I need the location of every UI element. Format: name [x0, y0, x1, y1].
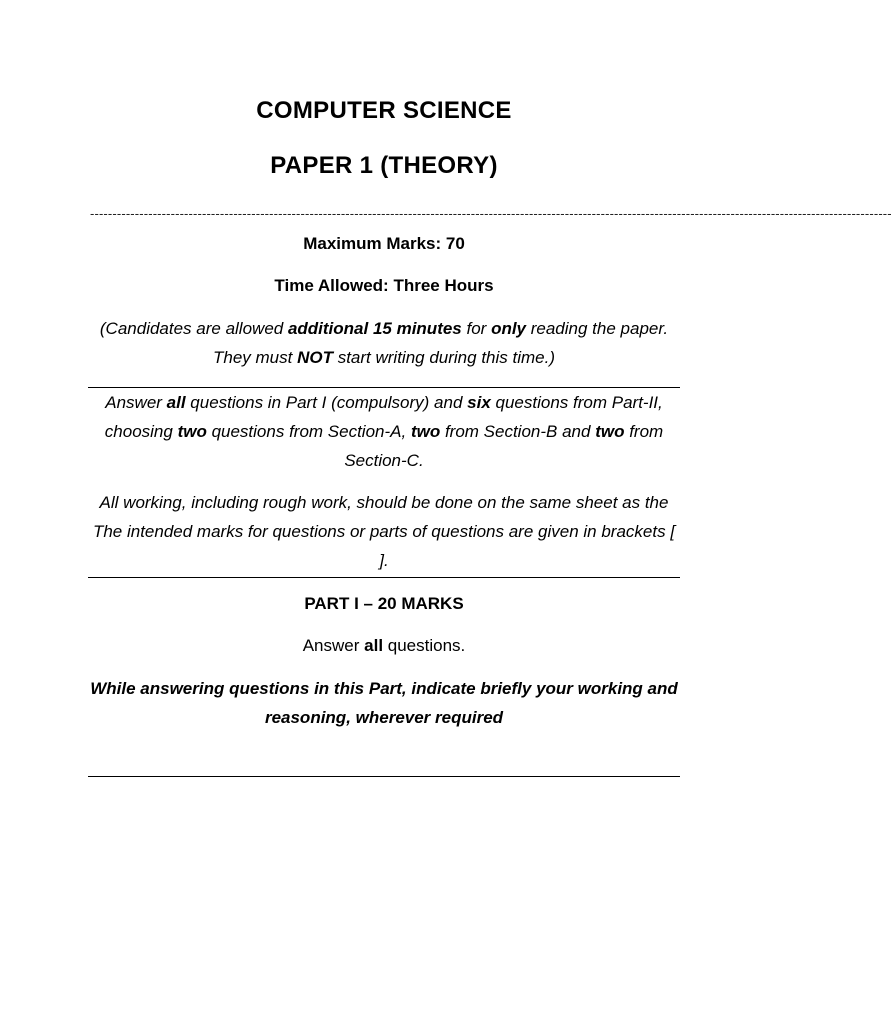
answer-instructions-emphasis: two — [177, 422, 207, 441]
answer-instructions-text: from Section-C. — [344, 422, 664, 470]
reading-note-emphasis: only — [491, 319, 527, 338]
answer-instructions — [90, 388, 678, 475]
reading-note-emphasis: NOT — [297, 348, 333, 367]
answer-instructions-emphasis: two — [595, 422, 625, 441]
paper-subtitle: PAPER 1 (THEORY) — [270, 152, 498, 179]
horizontal-rule — [88, 577, 680, 578]
horizontal-rule — [88, 776, 680, 777]
answer-instructions-text: from Section-B and — [440, 422, 596, 441]
answer-all-line — [0, 636, 768, 656]
reading-note-emphasis: additional 15 minutes — [287, 319, 462, 338]
dashed-separator: ----------------------------------------------------------------------------------------------------------------------------------------------------------------------------------- — [90, 206, 892, 221]
part-one-heading: PART I – 20 MARKS — [304, 594, 464, 613]
paper-title: COMPUTER SCIENCE — [256, 97, 512, 124]
reading-time-note — [90, 314, 678, 372]
reasoning-note: While answering questions in this Part, indicate briefly your working and reasoning, wherever required — [90, 679, 678, 727]
answer-instructions-text: questions from Part-II, choosing — [104, 393, 663, 441]
answer-all-text: questions. — [383, 636, 466, 655]
reading-note-text: for — [461, 319, 492, 338]
maximum-marks: Maximum Marks: 70 — [303, 234, 465, 253]
answer-instructions-emphasis: all — [166, 393, 186, 412]
answer-instructions-text: questions from Section-A, — [206, 422, 411, 441]
answer-all-text: Answer — [302, 636, 365, 655]
reading-note-text: (Candidates are allowed — [99, 319, 288, 338]
answer-all-emphasis: all — [364, 636, 384, 655]
answer-instructions-emphasis: six — [467, 393, 491, 412]
working-instructions: All working, including rough work, should be done on the same sheet as the The intended marks for questions or parts of questions are given in brackets [ ]. — [92, 493, 676, 570]
answer-instructions-text: Answer — [105, 393, 167, 412]
reading-note-text: start writing during this time.) — [332, 348, 555, 367]
reading-note-text: reading the paper. They must — [213, 319, 669, 367]
answer-instructions-text: questions in Part I (compulsory) and — [185, 393, 468, 412]
time-allowed: Time Allowed: Three Hours — [274, 276, 494, 295]
answer-instructions-emphasis: two — [410, 422, 441, 441]
